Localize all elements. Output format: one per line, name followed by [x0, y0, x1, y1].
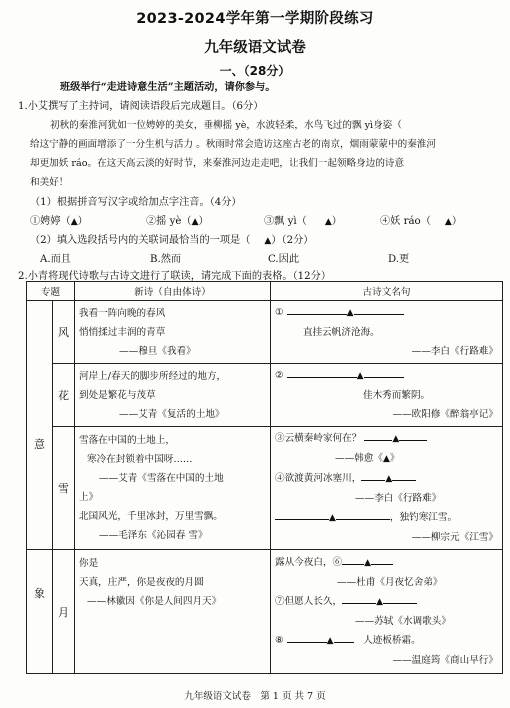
option-b: B.然而	[150, 254, 182, 265]
triangle-icon: ▲	[392, 434, 400, 444]
modern-poem-wind: 我看一阵向晚的春风 悄悄揉过丰润的青草 ——穆旦《我看》	[75, 301, 271, 364]
theme-moon: 月	[53, 550, 75, 674]
passage-line-2: 给这宁静的画面增添了一分生机与活力 。秋雨时常会造访这座古老的南京，烟雨蒙蒙中的秦淮河	[30, 139, 436, 150]
triangle-icon: ▲	[356, 371, 364, 381]
passage-line-4: 和美好！	[30, 177, 69, 188]
item-2: ②摇 yè（▲）	[146, 216, 209, 227]
exam-title: 2023-2024学年第一学期阶段练习	[136, 11, 374, 27]
theme-wind: 风	[53, 301, 75, 364]
passage-line-3: 却更加妖 ráo。在这天高云淡的好时节，来秦淮河边走走吧，让我们一起领略身边的诗意	[30, 158, 405, 169]
question-2-stem: 2.小青将现代诗歌与古诗文进行了联读，请完成下面的表格。（12分）	[18, 271, 332, 282]
triangle-icon: ▲	[346, 308, 354, 318]
theme-flower: 花	[53, 364, 75, 427]
theme-snow: 雪	[53, 427, 75, 550]
item-3: ③飘 yì（ ▲）	[264, 216, 342, 227]
option-a: A.而且	[40, 254, 71, 265]
option-d: D.更	[388, 254, 410, 265]
triangle-icon: ▲	[326, 636, 334, 646]
modern-poem-flower: 河岸上/春天的脚步所经过的地方， 到处是繁花与茂草 ——艾青《复活的土地》	[75, 364, 271, 427]
passage-line-1: 初秋的秦淮河犹如一位娉婷的美女，垂柳摇 yè，水波轻柔，水鸟飞过的飘 yì身姿（	[50, 120, 402, 131]
classic-line-snow: ③云横秦岭家何在？ ▲ ——韩愈《▲》 ④欲渡黄河冰塞川， ▲ ——李白《行路难》 ▲ ，独钓寒江雪。 ——柳宗元《江雪》	[271, 427, 503, 550]
item-4: ④妖 ráo（ ▲）	[380, 216, 462, 227]
triangle-icon: ▲	[364, 558, 372, 568]
option-c: C.因此	[268, 254, 300, 265]
question-1-stem: 1.小艾撰写了主持词，请阅读语段后完成题目。（6分）	[18, 101, 264, 112]
classic-line-flower: ② ▲ 佳木秀而繁阴。 ——欧阳修《醉翁亭记》	[271, 364, 503, 427]
triangle-icon: ▲	[329, 513, 336, 523]
page-footer: 九年级语文试卷 第 1 页 共 7 页	[184, 691, 326, 702]
group-label-xiang: 象	[27, 550, 53, 674]
triangle-icon: ▲	[264, 236, 272, 246]
classic-line-wind: ① ▲ 直挂云帆济沧海。 ——李白《行路难》	[271, 301, 503, 364]
sub-question-2: （2）填入选段括号内的关联词最恰当的一项是（ ▲）（2分）	[30, 235, 314, 246]
triangle-icon: ▲	[191, 217, 199, 227]
modern-poem-snow: 雪落在中国的土地上， 寒冷在封锁着中国呀…… ——艾青《雪落在中国的土地 上》 北国风光，千里冰封，万里雪飘。 ——毛泽东《沁园春 雪》	[75, 427, 271, 550]
triangle-icon: ▲	[324, 217, 332, 227]
header-classic-line: 古诗文名句	[271, 282, 503, 301]
header-modern-poem: 新诗（自由体诗）	[75, 282, 271, 301]
triangle-icon: ▲	[385, 474, 393, 484]
item-1: ①娉婷（▲）	[30, 216, 88, 227]
poem-table	[26, 281, 503, 674]
triangle-icon: ▲	[382, 454, 390, 464]
modern-poem-moon: 你是 天真，庄严，你是夜夜的月圆 ——林徽因《你是人间四月天》	[75, 550, 271, 674]
exam-subtitle: 九年级语文试卷	[204, 40, 306, 56]
triangle-icon: ▲	[376, 597, 384, 607]
sub-question-1: （1）根据拼音写汉字或给加点字注音。（4分）	[30, 197, 242, 208]
classic-line-moon: 露从今夜白，⑥ ▲ ——杜甫《月夜忆舍弟》 ⑦但愿人长久， ▲ ——苏轼《水调歌头》 ⑧ ▲ 人迹板桥霜。 ——温庭筠《商山早行》	[271, 550, 503, 674]
section-heading: 一、（28分）	[219, 64, 291, 78]
group-label-yi: 意	[27, 301, 53, 550]
triangle-icon: ▲	[70, 217, 78, 227]
header-theme: 专题	[27, 282, 75, 301]
triangle-icon: ▲	[444, 217, 452, 227]
section-intro: 班级举行“走进诗意生活”主题活动，请你参与。	[60, 81, 276, 93]
